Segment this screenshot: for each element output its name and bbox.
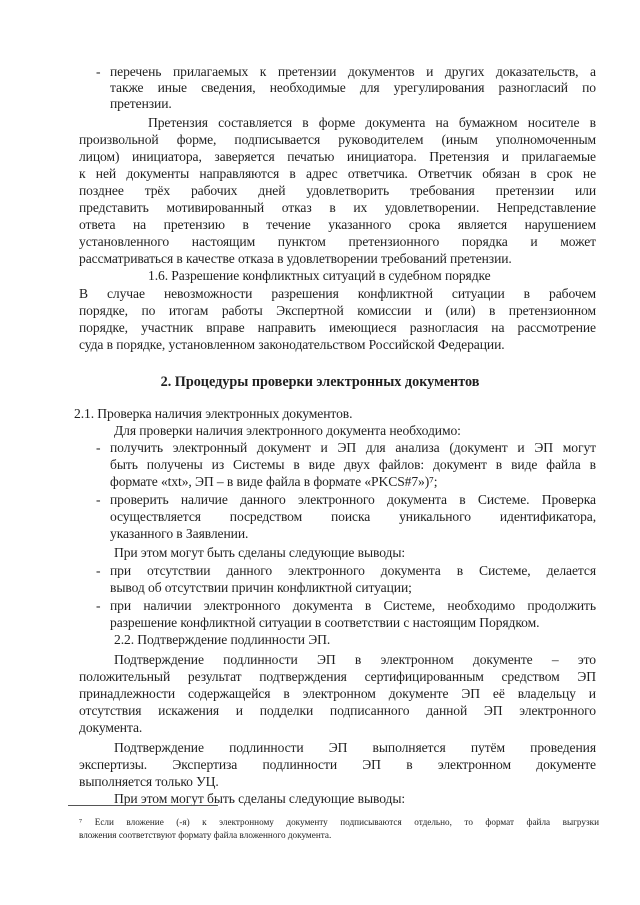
text-line: положительный результат подтверждения сертифицированным средством ЭП (79, 669, 596, 684)
text-line: рассматриваться в качестве отказа в удовлетворении требований претензии. (79, 251, 512, 266)
text-line: формате «txt», ЭП – в виде файла в формате «PKCS#7»)⁷; (110, 474, 438, 489)
text-line: при отсутствии данного электронного документа в Системе, делается (110, 563, 596, 578)
text-line: Подтверждение подлинности ЭП выполняется путём проведения (114, 740, 596, 755)
list-dash: - (96, 492, 101, 507)
text-line: При этом могут быть сделаны следующие выводы: (114, 545, 406, 560)
text-line: проверить наличие данного электронного документа в Системе. Проверка (110, 492, 596, 507)
subsection-title: 2.2. Подтверждение подлинности ЭП. (114, 632, 331, 647)
text-line: Подтверждение подлинности ЭП в электронном документе – это (114, 652, 596, 667)
text-line: выполняется только УЦ. (79, 774, 219, 789)
text-line: претензии. (110, 96, 172, 111)
text-line: получить электронный документ и ЭП для анализа (документ и ЭП могут (110, 440, 596, 455)
text-line: указанного в Заявлении. (110, 526, 249, 541)
list-dash: - (96, 64, 101, 79)
text-line: позднее трёх рабочих дней удовлетворить требования претензии или (79, 183, 596, 198)
text-line: суда в порядке, установленном законодательством Российской Федерации. (79, 337, 505, 352)
text-line: установленного настоящим пунктом претензионного порядка и может (79, 234, 596, 249)
text-line: ответа на претензию в течение указанного срока является нарушением (79, 217, 596, 232)
text-line: разрешение конфликтной ситуации в соответствии с настоящим Порядком. (110, 615, 540, 630)
list-dash: - (96, 440, 101, 455)
text-line: быть получены из Системы в виде двух файлов: документ в виде файла в (110, 457, 596, 472)
text-line: представить мотивированный отказ в их удовлетворении. Непредставление (79, 200, 596, 215)
text-line: принадлежности содержащейся в электронном документе ЭП её владельцу и (79, 686, 596, 701)
text-line: произвольной форме, подписывается руководителем (иным уполномоченным (79, 132, 596, 147)
section-title: 1.6. Разрешение конфликтных ситуаций в судебном порядке (148, 268, 491, 283)
text-line: также иные сведения, необходимые для урегулирования разногласий по (110, 80, 596, 95)
text-line: Для проверки наличия электронного документа необходимо: (114, 423, 461, 438)
text-line: к ней документы направляются в адрес ответчика. Ответчик обязан в срок не (79, 166, 596, 181)
text-line: перечень прилагаемых к претензии документов и других доказательств, а (110, 64, 596, 79)
text-line: осуществляется посредством поиска уникального идентификатора, (110, 509, 596, 524)
text-line: порядке, участник вправе направить имеющиеся разногласия на рассмотрение (79, 320, 596, 335)
section-heading: 2. Процедуры проверки электронных документов (160, 374, 480, 390)
footnote-separator (68, 805, 218, 806)
text-line: При этом могут быть сделаны следующие выводы: (114, 791, 406, 806)
list-dash: - (96, 563, 101, 578)
subsection-title: 2.1. Проверка наличия электронных документов. (74, 406, 353, 421)
text-line: Претензия составляется в форме документа на бумажном носителе в (148, 115, 596, 130)
text-line: порядке, по итогам работы Экспертной комиссии и (или) в претензионном (79, 303, 596, 318)
text-line: при наличии электронного документа в Системе, необходимо продолжить (110, 598, 596, 613)
footnote-line: вложения соответствуют формату файла вложенного документа. (79, 830, 332, 840)
text-line: В случае невозможности разрешения конфликтной ситуации в рабочем (79, 286, 596, 301)
footnote-line: ⁷ Если вложение (-я) к электронному документу подписываются отдельно, то формат файла выгрузки (79, 817, 599, 827)
text-line: экспертизы. Экспертиза подлинности ЭП в электронном документе (79, 757, 596, 772)
text-line: документа. (79, 720, 143, 735)
list-dash: - (96, 598, 101, 613)
text-line: отсутствия искажения и подделки подписанного данной ЭП электронного (79, 703, 596, 718)
text-line: вывод об отсутствии причин конфликтной ситуации; (110, 580, 412, 595)
text-line: лицом) инициатора, заверяется печатью инициатора. Претензия и прилагаемые (79, 149, 596, 164)
